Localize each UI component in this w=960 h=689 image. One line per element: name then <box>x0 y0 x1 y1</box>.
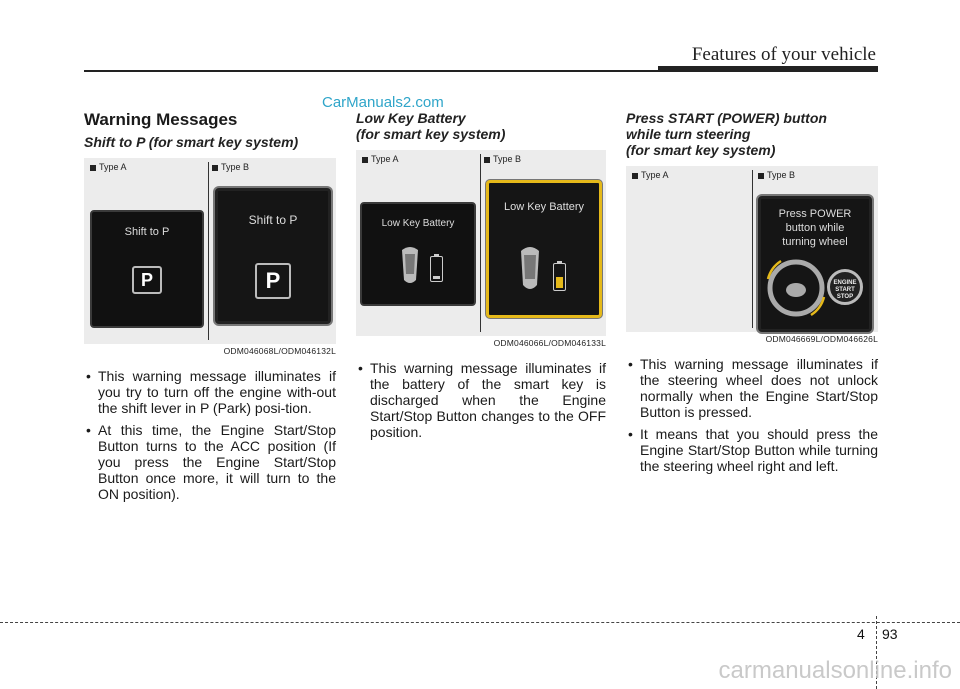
display-message: Press POWER button while turning wheel <box>778 208 852 248</box>
type-a-label: Type A <box>632 170 669 180</box>
figure-divider <box>480 154 481 332</box>
display-type-b <box>486 180 602 318</box>
chapter-number: 4 <box>857 626 865 642</box>
park-gear-icon: P <box>132 266 162 294</box>
battery-icon <box>430 256 443 282</box>
header-rule <box>84 70 878 72</box>
bullet-square-icon <box>484 157 490 163</box>
list-item: • This warning message illuminates if you try to turn off the engine with-out the shift lever in P (Park) posi-tion. <box>84 368 336 416</box>
smart-key-icon <box>398 244 422 286</box>
display-type-b <box>758 196 872 332</box>
display-type-a <box>360 202 476 306</box>
list-item: • This warning message illuminates if the steering wheel does not unlock normally when the Engine Start/Stop Button is pressed. <box>626 356 878 420</box>
subtitle-line: Shift to P (for smart key system) <box>84 134 299 150</box>
battery-icon <box>553 263 566 291</box>
steering-wheel-icon <box>765 257 827 319</box>
type-b-label: Type B <box>212 162 249 172</box>
display-title: Low Key Battery <box>503 201 585 213</box>
bullet-list <box>84 368 336 502</box>
section-title: Warning Messages <box>84 110 238 129</box>
figure-code: ODM046066L/ODM046133L <box>493 338 606 348</box>
bullet-square-icon <box>90 165 96 171</box>
bullet-list <box>626 356 878 474</box>
display-type-b <box>215 188 331 324</box>
watermark-top[interactable]: CarManuals2.com <box>322 94 444 111</box>
page-number: 93 <box>882 626 898 642</box>
list-item: • It means that you should press the Engine Start/Stop Button while turning the steering wheel right and left. <box>626 426 878 474</box>
bullet-square-icon <box>758 173 764 179</box>
subtitle-press-start <box>626 110 878 158</box>
type-b-label: Type B <box>758 170 795 180</box>
subtitle-shift-to-p <box>84 134 336 150</box>
park-gear-icon: P <box>255 263 291 299</box>
type-b-label: Type B <box>484 154 521 164</box>
column-low-key-battery <box>356 108 606 446</box>
subtitle-line: (for smart key system) <box>356 126 506 142</box>
figure-code: ODM046068L/ODM046132L <box>223 346 336 356</box>
engine-start-stop-button-icon: ENGINE START STOP <box>827 269 863 305</box>
column-press-start <box>626 108 878 480</box>
subtitle-low-key-battery <box>356 110 606 142</box>
subtitle-line: while turn steering <box>626 126 751 142</box>
list-item: • This warning message illuminates if the battery of the smart key is discharged when the Engine Start/Stop Button changes to the OFF position. <box>356 360 606 440</box>
figure-shift-to-p <box>84 158 336 344</box>
bullet-square-icon <box>212 165 218 171</box>
list-item: • At this time, the Engine Start/Stop Button turns to the ACC position (If you press the Engine Start/Stop Button once more, it will turn to the ON position). <box>84 422 336 502</box>
bullet-list <box>356 360 606 440</box>
display-title: Low Key Battery <box>381 218 455 229</box>
smart-key-icon <box>517 243 543 293</box>
figure-press-start <box>626 166 878 332</box>
figure-low-key-battery <box>356 150 606 336</box>
subtitle-line: Press START (POWER) button <box>626 110 827 126</box>
display-title: Shift to P <box>248 213 298 227</box>
column-shift-to-p <box>84 108 336 508</box>
bullet-square-icon <box>632 173 638 179</box>
watermark-bottom[interactable]: carmanualsonline.info <box>718 657 952 684</box>
bullet-square-icon <box>362 157 368 163</box>
figure-divider <box>752 170 753 328</box>
figure-divider <box>208 162 209 340</box>
subtitle-line: Low Key Battery <box>356 110 466 126</box>
type-a-label: Type A <box>362 154 399 164</box>
type-a-label: Type A <box>90 162 127 172</box>
figure-code: ODM046669L/ODM046626L <box>765 334 878 344</box>
header-title: Features of your vehicle <box>691 44 876 65</box>
display-type-a <box>90 210 204 328</box>
subtitle-line: (for smart key system) <box>626 142 776 158</box>
footer-rule <box>0 622 960 623</box>
display-title: Shift to P <box>124 226 170 238</box>
